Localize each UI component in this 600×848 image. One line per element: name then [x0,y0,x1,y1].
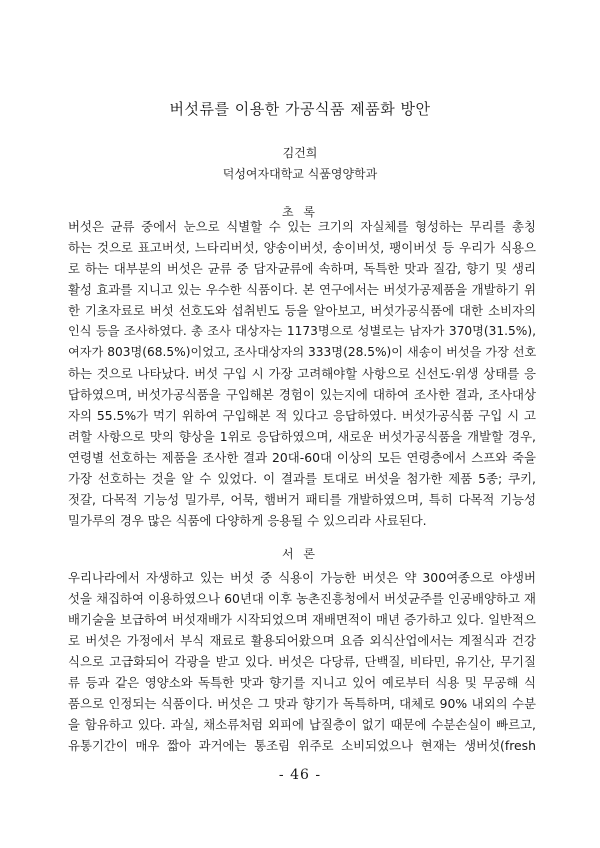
abstract-line: 가장 선호하는 것을 알 수 있었다. 이 결과를 토대로 버섯을 첨가한 제품 5종; 쿠키, [68,471,536,486]
abstract-line: 려할 사항으로 맛의 향상을 1위로 응답하였으며, 새로운 버섯가공식품을 개발할 경우, [68,429,536,444]
abstract-line: 활성 효과를 지니고 있는 우수한 식품이다. 본 연구에서는 버섯가공제품을 개발하기 위 [68,282,536,297]
introduction-heading: 서 론 [282,547,318,561]
abstract-line: 답하였으며, 버섯가공식품을 구입해본 경험이 있는지에 대하여 조사한 결과, 조사대상 [68,387,536,402]
introduction-line: 류 등과 같은 영양소와 독특한 맛과 향기를 지니고 있어 예로부터 식용 및 무공해 식 [68,675,536,690]
abstract-heading: 초 록 [282,205,318,219]
abstract-line: 젓갈, 다목적 기능성 밀가루, 어묵, 햄버거 패티를 개발하였으며, 특히 다목적 기능성 [68,492,536,507]
introduction-line: 배기술을 보급하여 버섯재배가 시작되었으며 재배면적이 매년 증가하고 있다. 일반적으 [68,612,536,627]
introduction-line: 로 버섯은 가정에서 부식 재료로 활용되어왔으며 요즘 외식산업에서는 계절식과 건강 [68,633,536,648]
author-name: 김건희 [282,146,318,160]
introduction-line: 섯을 채집하여 이용하였으나 60년대 이후 농촌진흥청에서 버섯균주를 인공배양하고 재 [68,591,536,606]
abstract-line: 버섯은 균류 중에서 눈으로 식별할 수 있는 크기의 자실체를 형성하는 무리를 총칭 [68,219,536,234]
introduction-line: 품으로 인정되는 식품이다. 버섯은 그 맛과 향기가 독특하며, 대체로 90% 내외의 수분 [68,696,536,711]
introduction-line: 을 함유하고 있다. 과실, 채소류처럼 외피에 납질층이 없기 때문에 수분손실이 빠르고, [68,717,536,732]
page-number: - 46 - [278,767,322,783]
abstract-line: 밀가루의 경우 많은 식품에 다양하게 응용될 수 있으리라 사료된다. [68,513,427,528]
introduction-line: 식으로 고급화되어 각광을 받고 있다. 버섯은 다당류, 단백질, 비타민, 유기산, 무기질 [68,654,536,669]
abstract-line: 하는 것으로 나타났다. 버섯 구입 시 가장 고려해야할 사항으로 신선도·위생 상태를 응 [68,366,536,381]
abstract-body [68,216,536,531]
introduction-line: 우리나라에서 자생하고 있는 버섯 중 식용이 가능한 버섯은 약 300여종으로 야생버 [68,570,536,585]
abstract-line: 하는 것으로 표고버섯, 느타리버섯, 양송이버섯, 송이버섯, 팽이버섯 등 우리가 식용으 [68,240,536,255]
introduction-body [68,567,536,756]
abstract-line: 자의 55.5%가 먹기 위하여 구입해본 적 있다고 응답하였다. 버섯가공식품 구입 시 고 [68,408,536,423]
abstract-line: 한 기초자료로 버섯 선호도와 섭취빈도 등을 알아보고, 버섯가공식품에 대한 소비자의 [68,303,536,318]
paper-title: 버섯류를 이용한 가공식품 제품화 방안 [169,100,431,118]
abstract-line: 로 하는 대부분의 버섯은 균류 중 담자균류에 속하며, 독특한 맛과 질감, 향기 및 생리 [68,261,536,276]
abstract-line: 여자가 803명(68.5%)이었고, 조사대상자의 333명(28.5%)이 새송이 버섯을 가장 선호 [68,345,536,359]
abstract-line: 인식 등을 조사하였다. 총 조사 대상자는 1173명으로 성별로는 남자가 370명(31.5%), [68,324,536,338]
abstract-line: 연령별 선호하는 제품을 조사한 결과 20대-60대 이상의 모든 연령층에서 스프와 죽을 [68,450,536,465]
introduction-line: 유통기간이 매우 짧아 과거에는 통조림 위주로 소비되었으나 현재는 생버섯(fresh [68,738,536,753]
author-affiliation: 덕성여자대학교 식품영양학과 [222,167,378,181]
